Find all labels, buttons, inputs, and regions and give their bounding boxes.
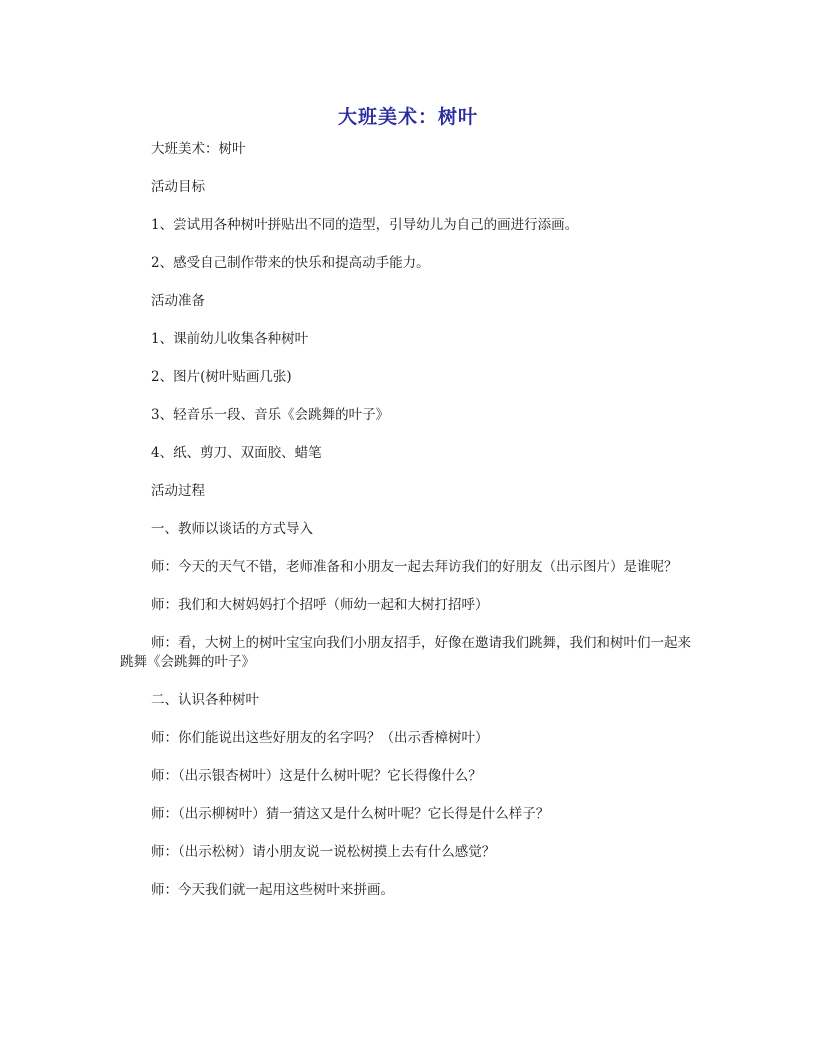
paragraph: 4、纸、剪刀、双面胶、蜡笔 [151,445,322,461]
paragraph: 师：（出示松树）请小朋友说一说松树摸上去有什么感觉？ [151,844,496,860]
paragraph: 师：今天我们就一起用这些树叶来拼画。 [151,882,394,898]
section-heading: 活动目标 [151,179,205,195]
paragraph: 师：你们能说出这些好朋友的名字吗？（出示香樟树叶） [151,730,489,746]
section-heading: 活动过程 [151,483,205,499]
paragraph: 二、认识各种树叶 [151,692,259,708]
paragraph: 3、轻音乐一段、音乐《会跳舞的叶子》 [151,407,390,423]
paragraph: 师：今天的天气不错，老师准备和小朋友一起去拜访我们的好朋友（出示图片）是谁呢？ [151,559,678,575]
paragraph: 1、尝试用各种树叶拼贴出不同的造型，引导幼儿为自己的画进行添画。 [151,217,579,233]
paragraph: 师：我们和大树妈妈打个招呼（师幼一起和大树打招呼） [151,597,489,613]
paragraph: 大班美术：树叶 [151,141,246,157]
page-title: 大班美术：树叶 [337,106,478,128]
paragraph: 2、图片(树叶贴画几张) [151,369,292,385]
paragraph: 1、课前幼儿收集各种树叶 [151,331,309,347]
paragraph: 2、感受自己制作带来的快乐和提高动手能力。 [151,255,430,271]
paragraph: 师：（出示银杏树叶）这是什么树叶呢？它长得像什么？ [151,768,482,784]
paragraph: 一、教师以谈话的方式导入 [151,521,313,537]
paragraph: 师：（出示柳树叶）猜一猜这又是什么树叶呢？它长得是什么样子？ [151,806,550,822]
document-body [120,140,698,919]
paragraph: 师：看，大树上的树叶宝宝向我们小朋友招手，好像在邀请我们跳舞，我们和树叶们一起来跳舞《会跳舞的叶子》 [120,635,691,670]
section-heading: 活动准备 [151,293,205,309]
